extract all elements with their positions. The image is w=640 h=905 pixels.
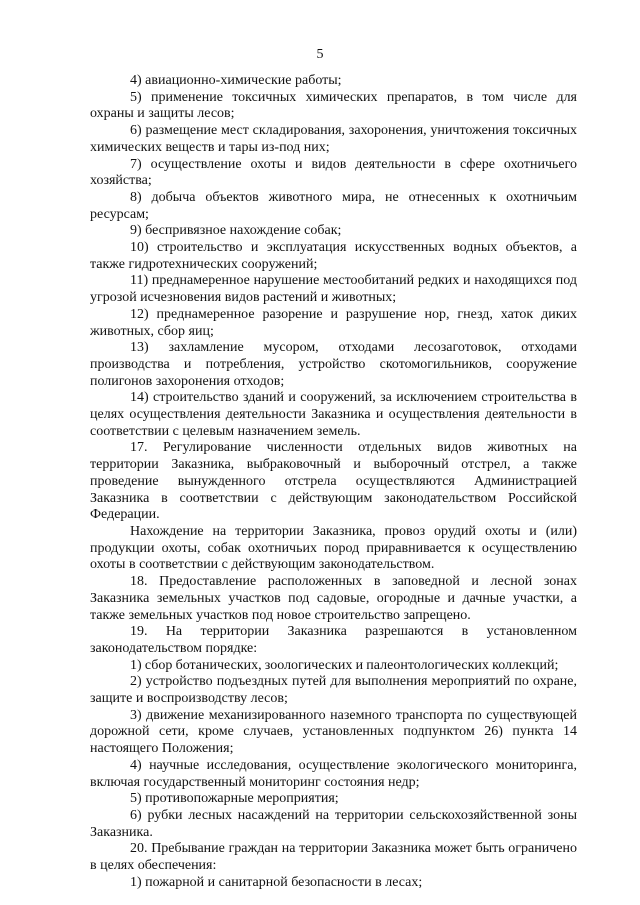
- paragraph: 17. Регулирование численности отдельных видов животных на территории Заказника, выбраковочный и выборочный отстрел, а также проведение вынужденного отстрела осуществляются Администрацией Заказника в соответствии с действующим законодательством Российской Федерации.: [90, 440, 577, 523]
- paragraph: 6) рубки лесных насаждений на территории сельскохозяйственной зоны Заказника.: [90, 807, 577, 840]
- paragraph: 20. Пребывание граждан на территории Заказника может быть ограничено в целях обеспечения:: [90, 841, 577, 874]
- paragraph: 6) размещение мест складирования, захоронения, уничтожения токсичных химических веществ и тары из-под них;: [90, 123, 577, 155]
- paragraph: 12) преднамеренное разорение и разрушение нор, гнезд, хаток диких животных, сбор яиц;: [90, 306, 577, 339]
- paragraph: Нахождение на территории Заказника, провоз орудий охоты и (или) продукции охоты, собак охотничьих пород приравнивается к осуществлению охоты в соответствии с действующим законодательством.: [90, 523, 577, 573]
- paragraph: 1) сбор ботанических, зоологических и палеонтологических коллекций;: [130, 657, 559, 673]
- paragraph: 5) применение токсичных химических препаратов, в том числе для охраны и защиты лесов;: [90, 89, 577, 122]
- document-body: [90, 73, 577, 891]
- paragraph: 4) авиационно-химические работы;: [130, 73, 342, 88]
- page-number: 5: [316, 47, 324, 62]
- paragraph: 3) движение механизированного наземного транспорта по существующей дорожной сети, кроме случаев, установленных подпунктом 26) пункта 14 настоящего Положения;: [90, 707, 577, 757]
- paragraph: 19. На территории Заказника разрешаются в установленном законодательством порядке:: [90, 624, 577, 656]
- paragraph: 8) добыча объектов животного мира, не отнесенных к охотничьим ресурсам;: [90, 189, 577, 222]
- paragraph: 13) захламление мусором, отходами лесозаготовок, отходами производства и потребления, устройство скотомогильников, сооружение полигонов захоронения отходов;: [90, 340, 577, 389]
- paragraph: 1) пожарной и санитарной безопасности в лесах;: [130, 874, 423, 890]
- paragraph: 9) беспривязное нахождение собак;: [130, 223, 342, 239]
- paragraph: 11) преднамеренное нарушение местообитаний редких и находящихся под угрозой исчезновения видов растений и животных;: [90, 273, 577, 306]
- paragraph: 18. Предоставление расположенных в заповедной и лесной зонах Заказника земельных участков под садовые, огородные и дачные участки, а также земельных участков под новое строительство запрещено.: [90, 574, 577, 623]
- paragraph: 10) строительство и эксплуатация искусственных водных объектов, а также гидротехнических сооружений;: [90, 240, 577, 272]
- paragraph: 5) противопожарные мероприятия;: [130, 791, 339, 807]
- paragraph: 7) осуществление охоты и видов деятельности в сфере охотничьего хозяйства;: [90, 156, 577, 189]
- paragraph: 4) научные исследования, осуществление экологического мониторинга, включая государственный мониторинг состояния недр;: [90, 757, 577, 790]
- paragraph: 2) устройство подъездных путей для выполнения мероприятий по охране, защите и воспроизводству лесов;: [90, 674, 577, 707]
- paragraph: 14) строительство зданий и сооружений, за исключением строительства в целях осуществления деятельности Заказника и осуществления деятельности в соответствии с целевым назначением земель.: [90, 390, 577, 439]
